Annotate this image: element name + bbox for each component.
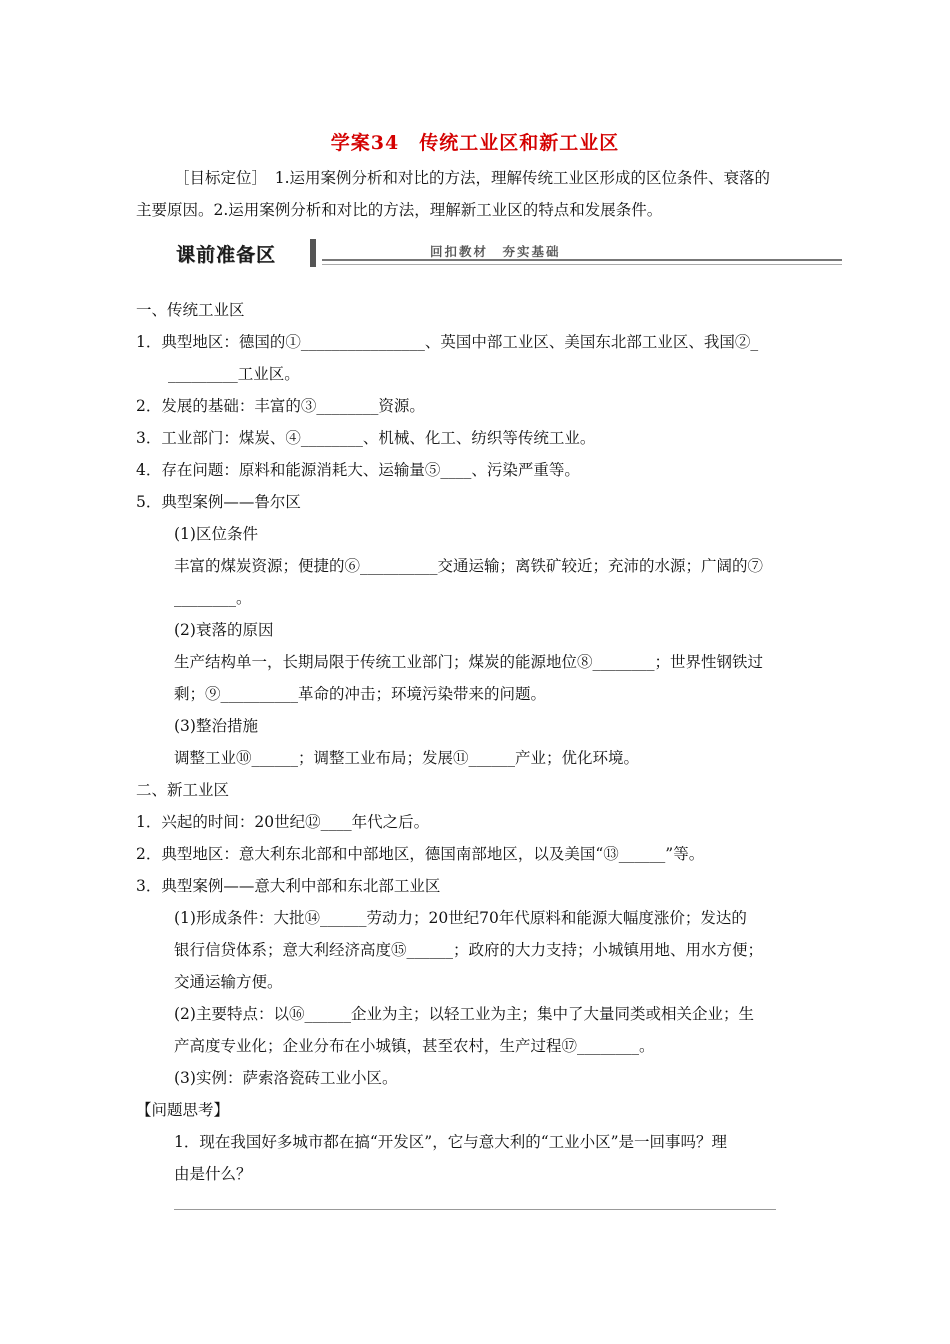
section-banner: [172, 234, 844, 270]
banner-rule-thin: [322, 264, 842, 265]
new-item-2-regions: 2．典型地区：意大利东北部和中部地区，德国南部地区，以及美国“⑬______”等。: [136, 845, 705, 863]
objective-line-1: ［目标定位］ 1.运用案例分析和对比的方法，理解传统工业区形成的区位条件、衰落的: [174, 169, 771, 187]
heading-question: 【问题思考】: [136, 1101, 230, 1119]
heading-traditional: 一、传统工业区: [136, 301, 245, 319]
question-text-2: 由是什么？: [174, 1165, 252, 1183]
item-3-sectors: 3．工业部门：煤炭、④________、机械、化工、纺织等传统工业。: [136, 429, 596, 447]
banner-subtitle: 回扣教材 夯实基础: [430, 244, 561, 259]
features-text-1: (2)主要特点：以⑯______企业为主；以轻工业为主；集中了大量同类或相关企业；生: [174, 1005, 754, 1023]
heading-new: 二、新工业区: [136, 781, 230, 799]
example-text: (3)实例：萨索洛瓷砖工业小区。: [174, 1069, 398, 1087]
sub-measures: (3)整治措施: [174, 717, 258, 735]
sub-decline: (2)衰落的原因: [174, 621, 274, 639]
location-text-2: ________。: [174, 589, 252, 607]
conditions-text-1: (1)形成条件：大批⑭______劳动力；20世纪70年代原料和能源大幅度涨价；发达的: [174, 909, 747, 927]
new-item-1-time: 1．兴起的时间：20世纪⑫____年代之后。: [136, 813, 430, 831]
objective-line-2: 主要原因。2.运用案例分析和对比的方法，理解新工业区的特点和发展条件。: [136, 201, 663, 219]
item-1-continuation: _________工业区。: [168, 365, 300, 383]
item-1-typical-regions: 1．典型地区：德国的①________________、英国中部工业区、美国东北部工业区、我国②_: [136, 333, 759, 351]
item-5-ruhr-case: 5．典型案例——鲁尔区: [136, 493, 301, 511]
item-2-basis: 2．发展的基础：丰富的③________资源。: [136, 397, 425, 415]
page-title: 学案34 传统工业区和新工业区: [330, 132, 620, 154]
conditions-text-3: 交通运输方便。: [174, 973, 283, 991]
answer-line[interactable]: [174, 1209, 776, 1210]
banner-bar: [310, 239, 316, 267]
banner-label: 课前准备区: [176, 244, 277, 266]
location-text-1: 丰富的煤炭资源；便捷的⑥__________交通运输；离铁矿较近；充沛的水源；广阔的⑦: [174, 557, 764, 575]
measures-text: 调整工业⑩______；调整工业布局；发展⑪______产业；优化环境。: [174, 749, 640, 767]
conditions-text-2: 银行信贷体系；意大利经济高度⑮______；政府的大力支持；小城镇用地、用水方便；: [174, 941, 764, 959]
new-item-3-case: 3．典型案例——意大利中部和东北部工业区: [136, 877, 441, 895]
sub-location: (1)区位条件: [174, 525, 258, 543]
decline-text-1: 生产结构单一，长期局限于传统工业部门；煤炭的能源地位⑧________；世界性钢铁过: [174, 653, 764, 671]
banner-rule: [322, 259, 842, 261]
decline-text-2: 剩；⑨__________革命的冲击；环境污染带来的问题。: [174, 685, 547, 703]
item-4-problems: 4．存在问题：原料和能源消耗大、运输量⑤____、污染严重等。: [136, 461, 580, 479]
features-text-2: 产高度专业化；企业分布在小城镇，甚至农村，生产过程⑰________。: [174, 1037, 655, 1055]
question-text-1: 1．现在我国好多城市都在搞“开发区”，它与意大利的“工业小区”是一回事吗？理: [174, 1133, 728, 1151]
